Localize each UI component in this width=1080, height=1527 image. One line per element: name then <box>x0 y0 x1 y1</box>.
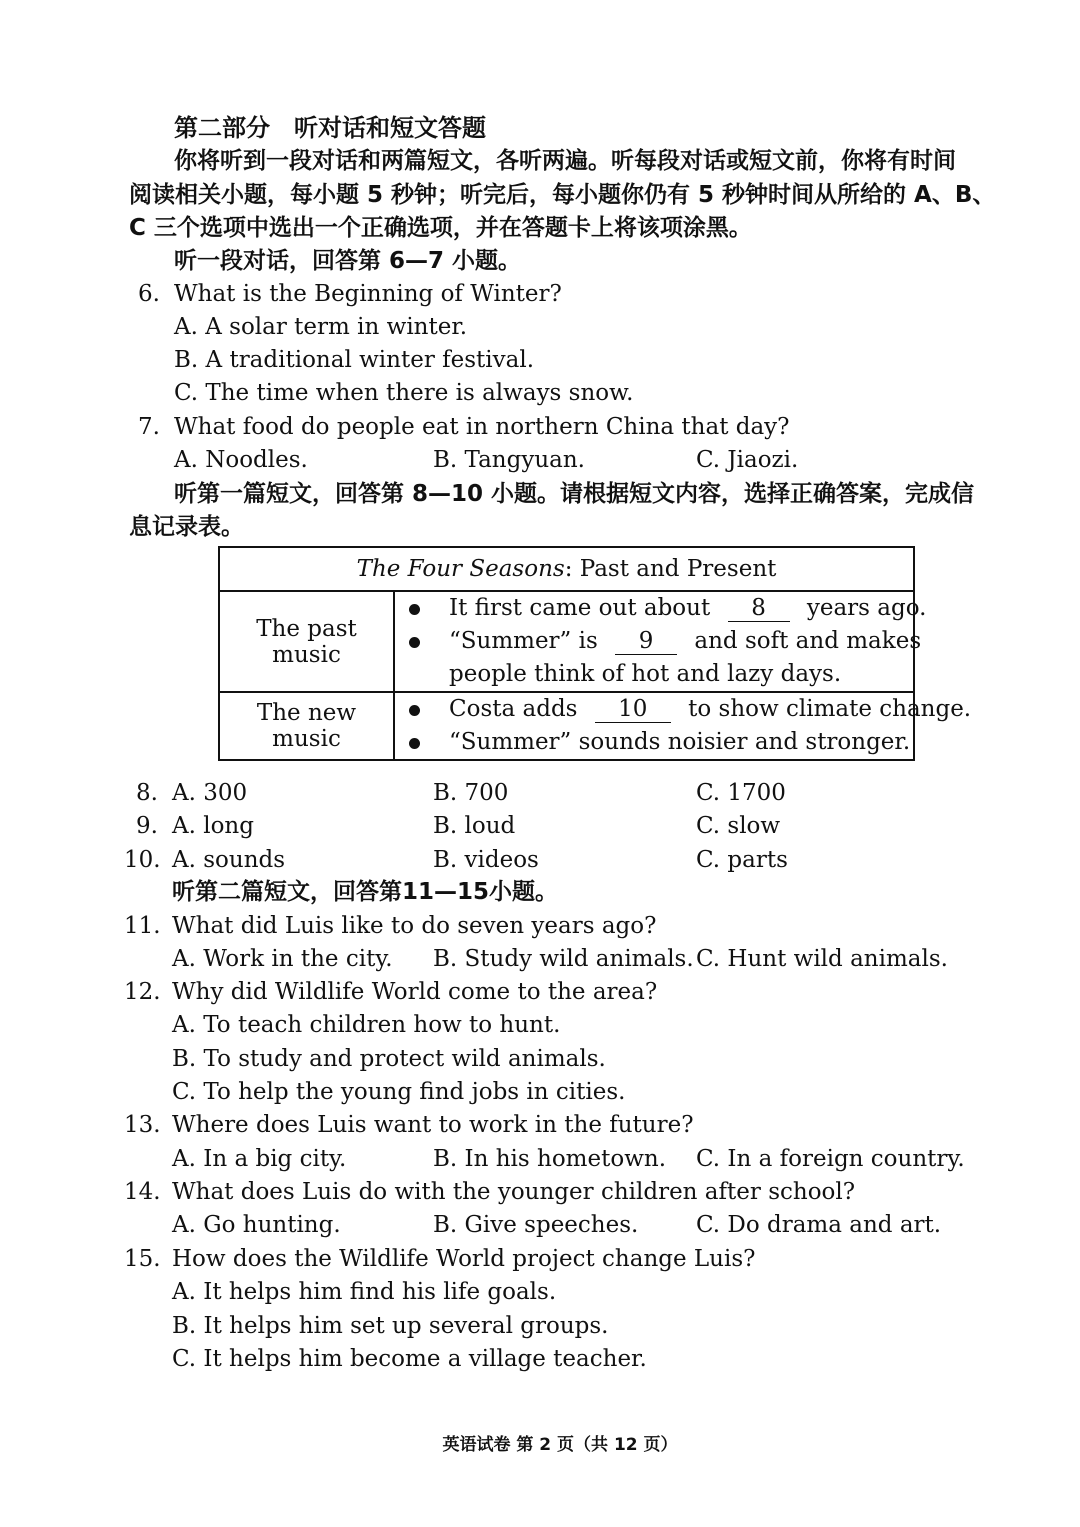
info-record-table <box>218 546 972 761</box>
bullet-text: years ago. <box>806 595 927 621</box>
option-a: A. To teach children how to hunt. <box>172 1012 561 1038</box>
option-c: C. parts <box>696 847 788 873</box>
option-a: A. It helps him find his life goals. <box>172 1279 557 1305</box>
bullet-icon <box>409 738 420 749</box>
question-text: Where does Luis want to work in the future? <box>172 1112 694 1138</box>
bullet-item <box>395 726 913 759</box>
part2-intro-line-2: 息记录表。 <box>129 514 244 540</box>
option-c: C. To help the young find jobs in cities. <box>172 1079 626 1105</box>
bullet-text: “Summer” is <box>449 628 598 654</box>
option-c: C. 1700 <box>696 780 786 806</box>
question-number: 6. <box>138 281 160 307</box>
option-b: B. loud <box>433 813 516 839</box>
question-number: 13. <box>124 1112 161 1138</box>
past-music-cell <box>394 591 927 692</box>
question-number: 11. <box>124 913 161 939</box>
blank-10: 10 <box>595 696 671 723</box>
option-a: A. Noodles. <box>174 447 308 473</box>
option-a: A. Go hunting. <box>172 1212 341 1238</box>
question-text: What did Luis like to do seven years ago? <box>172 913 657 939</box>
bullet-text: “Summer” sounds noisier and stronger. <box>449 729 911 755</box>
option-b: B. It helps him set up several groups. <box>172 1313 609 1339</box>
instruction-line-3: C 三个选项中选出一个正确选项，并在答题卡上将该项涂黑。 <box>129 215 752 241</box>
table-title-italic: The Four Seasons <box>356 556 565 582</box>
question-number: 14. <box>124 1179 161 1205</box>
option-c: C. It helps him become a village teacher. <box>172 1346 647 1372</box>
bullet-text: to show climate change. <box>688 696 972 722</box>
bullet-text: It first came out about <box>449 595 711 621</box>
option-b: B. Give speeches. <box>433 1212 639 1238</box>
table-title <box>219 547 914 591</box>
option-b: B. Tangyuan. <box>433 447 585 473</box>
part1-intro: 听一段对话，回答第 6—7 小题。 <box>174 248 522 274</box>
page-footer: 英语试卷 第 2 页（共 12 页） <box>442 1435 678 1455</box>
past-music-label: The past music <box>219 591 394 692</box>
option-a: A. In a big city. <box>172 1146 347 1172</box>
option-a: A. long <box>172 813 254 839</box>
option-b: B. To study and protect wild animals. <box>172 1046 606 1072</box>
new-music-cell <box>394 692 972 760</box>
part3-intro: 听第二篇短文，回答第11—15小题。 <box>172 879 559 905</box>
option-c: C. Jiaozi. <box>696 447 799 473</box>
question-text: Why did Wildlife World come to the area? <box>172 979 658 1005</box>
option-a: A. A solar term in winter. <box>174 314 468 340</box>
table-title-rest: : Past and Present <box>564 556 777 582</box>
option-a: A. sounds <box>172 847 286 873</box>
question-text: What does Luis do with the younger children after school? <box>172 1179 856 1205</box>
blank-8: 8 <box>728 595 790 622</box>
bullet-icon <box>409 637 420 648</box>
option-a: A. 300 <box>172 780 248 806</box>
question-number: 7. <box>138 414 160 440</box>
option-c: C. In a foreign country. <box>696 1146 965 1172</box>
bullet-item <box>395 693 972 726</box>
question-text: What food do people eat in northern China that day? <box>174 414 790 440</box>
option-c: C. Hunt wild animals. <box>696 946 948 972</box>
question-number: 15. <box>124 1246 161 1272</box>
option-c: C. Do drama and art. <box>696 1212 942 1238</box>
bullet-item <box>395 592 927 625</box>
bullet-icon <box>409 604 420 615</box>
option-c: C. The time when there is always snow. <box>174 380 634 406</box>
bullet-icon <box>409 705 420 716</box>
option-b: B. 700 <box>433 780 509 806</box>
bullet-text: people think of hot and lazy days. <box>449 661 842 687</box>
option-b: B. In his hometown. <box>433 1146 666 1172</box>
instruction-line-2: 阅读相关小题，每小题 5 秒钟；听完后，每小题你仍有 5 秒钟时间从所给的 A、B、 <box>129 182 996 208</box>
bullet-continuation <box>395 658 913 691</box>
question-text: How does the Wildlife World project change Luis? <box>172 1246 756 1272</box>
option-b: B. Study wild animals. <box>433 946 694 972</box>
question-number: 9. <box>136 813 158 839</box>
question-number: 12. <box>124 979 161 1005</box>
blank-9: 9 <box>615 628 677 655</box>
bullet-text: Costa adds <box>449 696 578 722</box>
option-b: B. videos <box>433 847 539 873</box>
instruction-line-1: 你将听到一段对话和两篇短文，各听两遍。听每段对话或短文前，你将有时间 <box>174 148 956 174</box>
question-text: What is the Beginning of Winter? <box>174 281 562 307</box>
option-a: A. Work in the city. <box>172 946 393 972</box>
part2-intro-line-1: 听第一篇短文，回答第 8—10 小题。请根据短文内容，选择正确答案，完成信 <box>174 481 975 507</box>
question-number: 10. <box>124 847 161 873</box>
bullet-item <box>395 625 922 658</box>
option-b: B. A traditional winter festival. <box>174 347 535 373</box>
question-number: 8. <box>136 780 158 806</box>
new-music-label: The new music <box>219 692 394 760</box>
section-title: 第二部分 听对话和短文答题 <box>174 114 486 142</box>
option-c: C. slow <box>696 813 781 839</box>
bullet-text: and soft and makes <box>694 628 922 654</box>
